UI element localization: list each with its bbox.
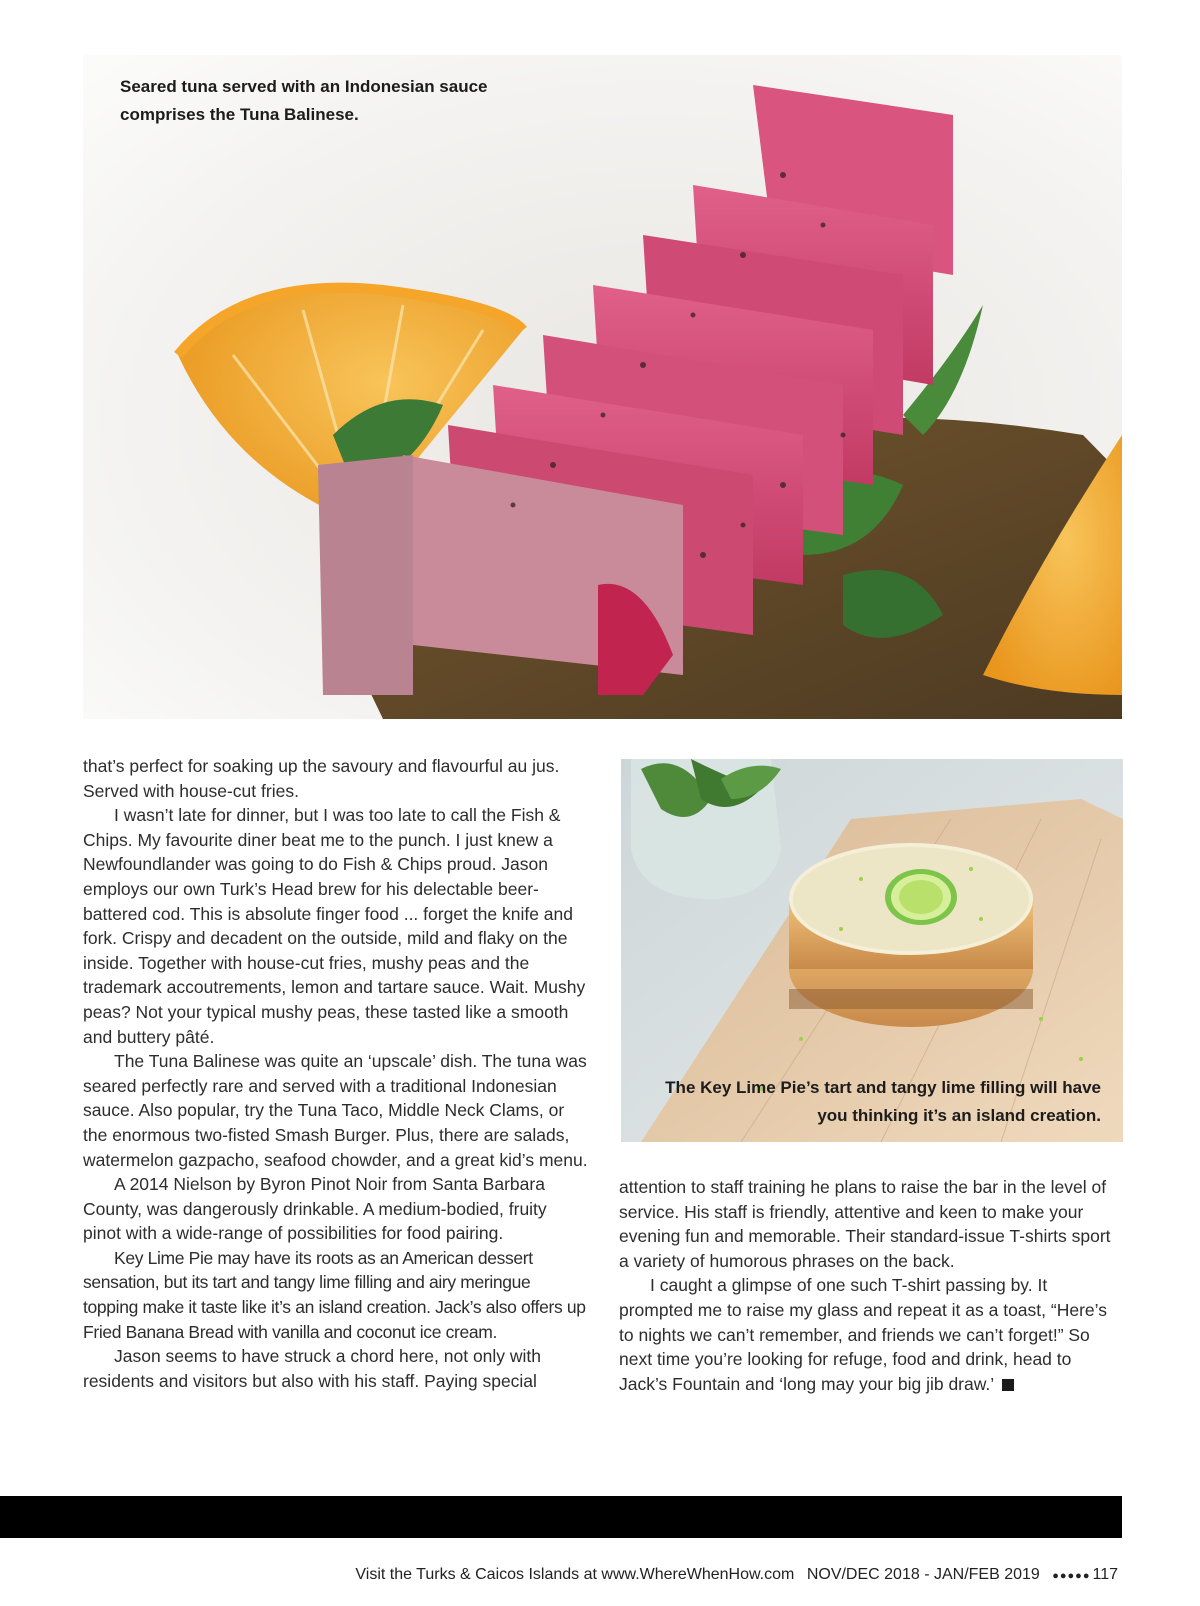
footer-dots: ●●●●● bbox=[1052, 1570, 1091, 1582]
footer-website-text: Visit the Turks & Caicos Islands at www.WhereWhenHow.com bbox=[355, 1566, 795, 1583]
key-lime-photo-caption: The Key Lime Pie’s tart and tangy lime filling will have you thinking it’s an island creation. bbox=[665, 1078, 1101, 1125]
paragraph: A 2014 Nielson by Byron Pinot Noir from Santa Barbara County, was dangerously drinkable. A medium-bodied, fruity pinot with a wide-range of possibilities for food pairing. bbox=[83, 1174, 547, 1244]
paragraph: attention to staff training he plans to raise the bar in the level of service. His staff is friendly, attentive and keen to make your evening fun and memorable. Their standard-issue T-shirts sport a variety of humorous phrases on the back. bbox=[619, 1177, 1111, 1271]
paragraph: The Tuna Balinese was quite an ‘upscale’ dish. The tuna was seared perfectly rare and served with a traditional Indonesian sauce. Also popular, try the Tuna Taco, Middle Neck Clams, or the enormous two-fisted Smash Burger. Plus, there are salads, watermelon gazpacho, seafood chowder, and a great kid’s menu. bbox=[83, 1051, 588, 1170]
page-number: 117 bbox=[1092, 1566, 1118, 1583]
tuna-balinese-image bbox=[83, 55, 1122, 719]
paragraph bbox=[619, 1273, 1122, 1396]
article-right-column bbox=[619, 1175, 1122, 1396]
footer-issue: NOV/DEC 2018 - JAN/FEB 2019 bbox=[806, 1566, 1040, 1583]
end-of-article-mark bbox=[1002, 1379, 1014, 1391]
article-left-column bbox=[83, 754, 588, 1393]
footer bbox=[355, 1566, 1118, 1584]
paragraph-text: I caught a glimpse of one such T-shirt passing by. It prompted me to raise my glass and repeat it as a toast, “Here’s to nights we can’t remember, and friends we can’t forget!” So next time you’re looking for refuge, food and drink, head to Jack’s Fountain and ‘long may your big jib draw.’ bbox=[619, 1275, 1107, 1394]
tuna-photo-caption: Seared tuna served with an Indonesian sauce comprises the Tuna Balinese. bbox=[120, 77, 488, 124]
paragraph: Key Lime Pie may have its roots as an American dessert sensation, but its tart and tangy lime filling and airy meringue topping make it taste like it’s an island creation. Jack’s also offers up Fried Banana Bread with vanilla and coconut ice cream. bbox=[83, 1247, 586, 1342]
tuna-photo bbox=[83, 55, 1122, 719]
footer-black-bar bbox=[0, 1496, 1122, 1538]
key-lime-pie-photo bbox=[621, 759, 1123, 1142]
paragraph: that’s perfect for soaking up the savoury and flavourful au jus. Served with house-cut fries. bbox=[83, 756, 560, 801]
paragraph: I wasn’t late for dinner, but I was too late to call the Fish & Chips. My favourite diner beat me to the punch. I just knew a Newfoundlander was going to do Fish & Chips proud. Jason employs our own Turk’s Head brew for his delectable beer-battered cod. This is absolute finger food ... forget the knife and fork. Crispy and decadent on the outside, mild and flaky on the inside. Together with house-cut fries, mushy peas and the trademark accoutrements, lemon and tartare sauce. Wait. Mushy peas? Not your typical mushy peas, these tasted like a smooth and buttery pâté. bbox=[83, 805, 586, 1047]
paragraph: Jason seems to have struck a chord here, not only with residents and visitors but also with his staff. Paying special bbox=[83, 1346, 542, 1391]
